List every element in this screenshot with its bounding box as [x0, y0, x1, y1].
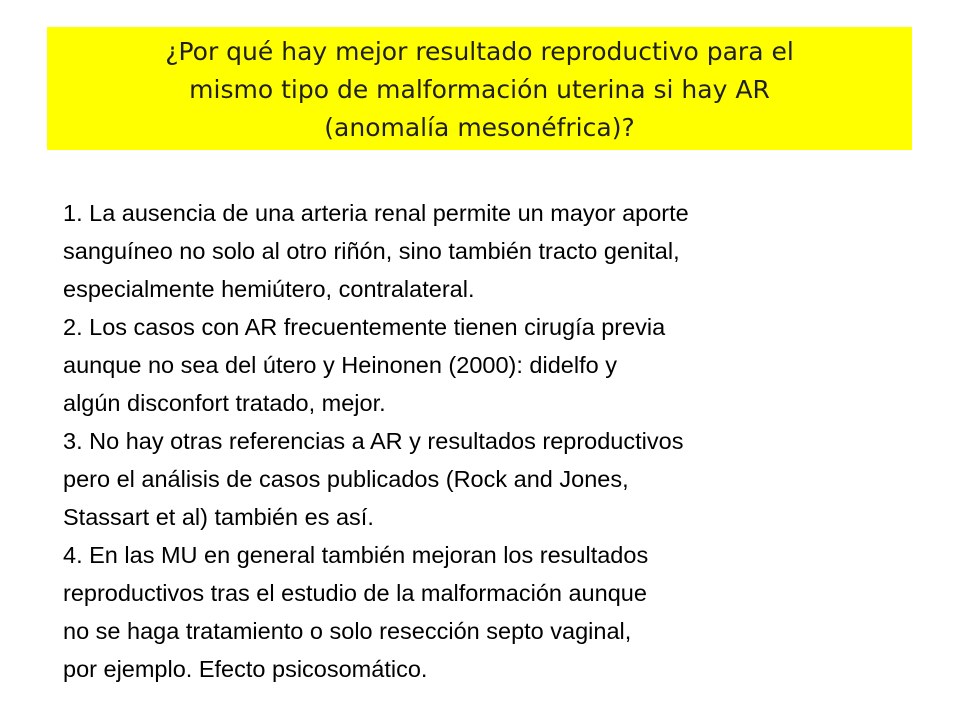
point-3-line: pero el análisis de casos publicados (Rock and Jones, — [63, 466, 629, 492]
point-2-line: 2. Los casos con AR frecuentemente tienen cirugía previa — [63, 314, 666, 340]
slide-title — [47, 27, 912, 150]
point-1-line: sanguíneo no solo al otro riñón, sino también tracto genital, — [63, 238, 680, 264]
point-4-line: reproductivos tras el estudio de la malformación aunque — [63, 580, 647, 606]
title-line: (anomalía mesonéfrica)? — [324, 112, 635, 142]
point-2-line: algún disconfort tratado, mejor. — [63, 390, 386, 416]
title-line: ¿Por qué hay mejor resultado reproductivo para el — [165, 36, 794, 66]
point-4-line: 4. En las MU en general también mejoran los resultados — [63, 542, 649, 568]
slide-body — [63, 194, 923, 688]
point-2-line: aunque no sea del útero y Heinonen (2000): didelfo y — [63, 352, 617, 378]
point-3-line: 3. No hay otras referencias a AR y resultados reproductivos — [63, 428, 684, 454]
point-4-line: no se haga tratamiento o solo resección septo vaginal, — [63, 618, 632, 644]
point-4-line: por ejemplo. Efecto psicosomático. — [63, 656, 428, 682]
point-1-line: especialmente hemiútero, contralateral. — [63, 276, 475, 302]
point-1-line: 1. La ausencia de una arteria renal permite un mayor aporte — [63, 200, 689, 226]
point-3-line: Stassart et al) también es así. — [63, 504, 374, 530]
title-line: mismo tipo de malformación uterina si hay AR — [189, 74, 770, 104]
